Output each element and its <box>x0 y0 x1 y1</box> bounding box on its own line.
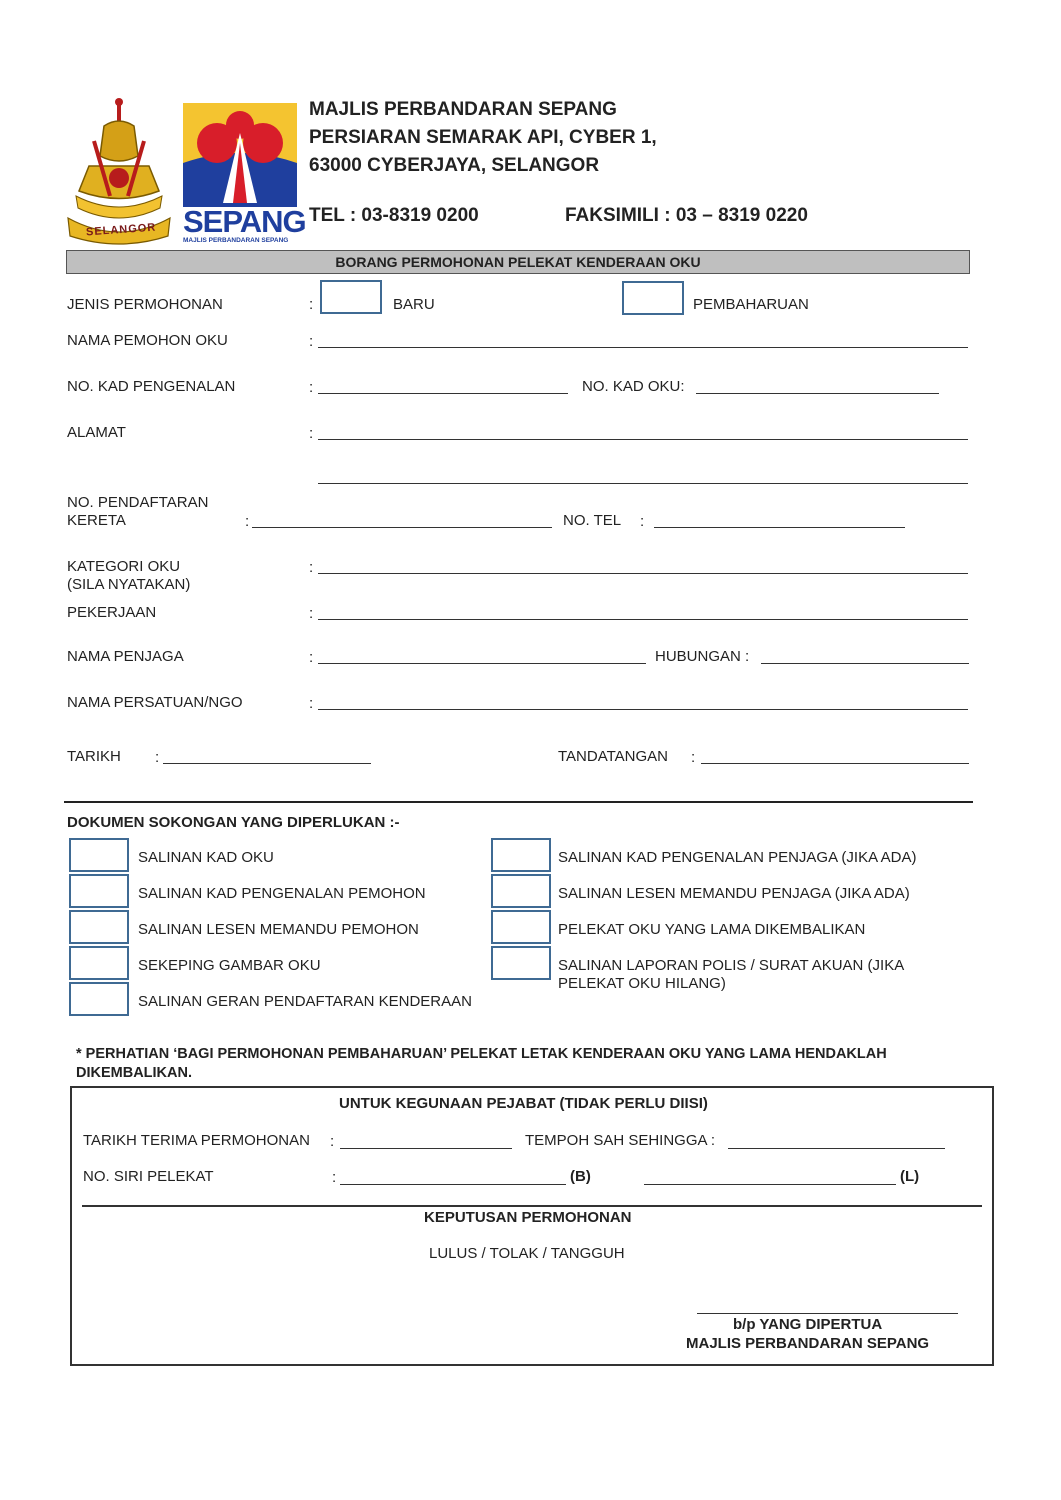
signature-line[interactable] <box>697 1313 958 1314</box>
colon: : <box>309 649 314 666</box>
alamat-label: ALAMAT <box>67 424 126 441</box>
org-name: MAJLIS PERBANDARAN SEPANG <box>309 99 617 120</box>
selangor-crest <box>64 96 174 248</box>
siri-pelekat-l-field[interactable] <box>644 1184 896 1185</box>
nama-penjaga-label: NAMA PENJAGA <box>67 648 184 665</box>
alamat-field-2[interactable] <box>318 483 968 484</box>
siri-pelekat-b-field[interactable] <box>340 1184 566 1185</box>
doc-checkbox-geran[interactable] <box>69 982 129 1016</box>
kad-oku-field[interactable] <box>696 393 939 394</box>
tandatangan-label: TANDATANGAN <box>558 748 669 765</box>
renewal-note-1: * PERHATIAN ‘BAGI PERMOHONAN PEMBAHARUAN’ PELEKAT LETAK KENDERAAN OKU YANG LAMA HENDAKLAH <box>76 1046 887 1062</box>
no-tel-label: NO. TEL <box>563 512 622 529</box>
tempoh-sah-label: TEMPOH SAH SEHINGGA : <box>525 1132 716 1149</box>
nama-persatuan-label: NAMA PERSATUAN/NGO <box>67 694 243 711</box>
form-title: BORANG PERMOHONAN PELEKAT KENDERAAN OKU <box>335 254 701 270</box>
kad-oku-label: NO. KAD OKU: <box>582 378 685 395</box>
doc-checkbox-kad-pengenalan-pemohon[interactable] <box>69 874 129 908</box>
hubungan-label: HUBUNGAN : <box>655 648 750 665</box>
keputusan-options[interactable]: LULUS / TOLAK / TANGGUH <box>429 1245 625 1262</box>
jenis-permohonan-label: JENIS PERMOHONAN <box>67 296 223 313</box>
colon: : <box>309 695 314 712</box>
doc-label-laporan-polis-2: PELEKAT OKU HILANG) <box>558 975 726 992</box>
no-tel-field[interactable] <box>654 527 905 528</box>
renewal-note-2: DIKEMBALIKAN. <box>76 1065 192 1081</box>
doc-checkbox-lesen-pemohon[interactable] <box>69 910 129 944</box>
sepang-logo-subtitle: MAJLIS PERBANDARAN SEPANG <box>183 237 289 244</box>
kad-pengenalan-label: NO. KAD PENGENALAN <box>67 378 236 395</box>
fax-number: FAKSIMILI : 03 – 8319 0220 <box>565 205 808 226</box>
tempoh-sah-field[interactable] <box>728 1148 945 1149</box>
pendaftaran-kereta-label-2: KERETA <box>67 512 126 529</box>
doc-checkbox-kad-penjaga[interactable] <box>491 838 551 872</box>
colon: : <box>640 513 645 530</box>
documents-heading: DOKUMEN SOKONGAN YANG DIPERLUKAN :- <box>67 814 400 831</box>
signature-title-1: b/p YANG DIPERTUA <box>733 1316 883 1333</box>
colon: : <box>245 513 250 530</box>
doc-label-kad-penjaga: SALINAN KAD PENGENALAN PENJAGA (JIKA ADA) <box>558 849 917 866</box>
colon: : <box>330 1133 335 1150</box>
doc-label-lesen-penjaga: SALINAN LESEN MEMANDU PENJAGA (JIKA ADA) <box>558 885 910 902</box>
nama-penjaga-field[interactable] <box>318 663 646 664</box>
pendaftaran-kereta-field[interactable] <box>252 527 552 528</box>
address-line-2: 63000 CYBERJAYA, SELANGOR <box>309 155 600 176</box>
colon: : <box>309 333 314 350</box>
doc-checkbox-pelekat-lama[interactable] <box>491 910 551 944</box>
pekerjaan-field[interactable] <box>318 619 968 620</box>
section-divider <box>64 801 973 803</box>
doc-checkbox-laporan-polis[interactable] <box>491 946 551 980</box>
keputusan-heading: KEPUTUSAN PERMOHONAN <box>424 1209 632 1226</box>
kad-pengenalan-field[interactable] <box>318 393 568 394</box>
baru-checkbox[interactable] <box>320 280 382 314</box>
kategori-oku-label-2: (SILA NYATAKAN) <box>67 576 191 593</box>
colon: : <box>155 749 160 766</box>
tarikh-terima-field[interactable] <box>340 1148 512 1149</box>
pekerjaan-label: PEKERJAAN <box>67 604 157 621</box>
colon: : <box>309 605 314 622</box>
crest-banner-text: SELANGOR <box>85 221 157 239</box>
doc-label-geran: SALINAN GERAN PENDAFTARAN KENDERAAN <box>138 993 472 1010</box>
office-use-title: UNTUK KEGUNAAN PEJABAT (TIDAK PERLU DIISI) <box>339 1095 708 1112</box>
tandatangan-field[interactable] <box>701 763 969 764</box>
nama-persatuan-field[interactable] <box>318 709 968 710</box>
colon: : <box>309 559 314 576</box>
doc-label-kad-oku: SALINAN KAD OKU <box>138 849 274 866</box>
alamat-field-1[interactable] <box>318 439 968 440</box>
doc-label-lesen-pemohon: SALINAN LESEN MEMANDU PEMOHON <box>138 921 419 938</box>
tarikh-field[interactable] <box>163 763 371 764</box>
doc-label-pelekat-lama: PELEKAT OKU YANG LAMA DIKEMBALIKAN <box>558 921 866 938</box>
signature-title-2: MAJLIS PERBANDARAN SEPANG <box>686 1335 930 1352</box>
siri-l-label: (L) <box>900 1168 920 1185</box>
kategori-oku-label-1: KATEGORI OKU <box>67 558 181 575</box>
baru-label: BARU <box>393 296 435 313</box>
nama-pemohon-field[interactable] <box>318 347 968 348</box>
tel-number: TEL : 03-8319 0200 <box>309 205 479 226</box>
pendaftaran-kereta-label-1: NO. PENDAFTARAN <box>67 494 209 511</box>
colon: : <box>691 749 696 766</box>
doc-checkbox-kad-oku[interactable] <box>69 838 129 872</box>
sepang-logo-word: SEPANG <box>183 204 306 239</box>
form-title-bar <box>66 250 970 274</box>
hubungan-field[interactable] <box>761 663 969 664</box>
pembaharuan-checkbox[interactable] <box>622 281 684 315</box>
doc-label-gambar-oku: SEKEPING GAMBAR OKU <box>138 957 321 974</box>
kategori-oku-field[interactable] <box>318 573 968 574</box>
doc-checkbox-gambar-oku[interactable] <box>69 946 129 980</box>
colon: : <box>309 425 314 442</box>
tarikh-terima-label: TARIKH TERIMA PERMOHONAN <box>83 1132 310 1149</box>
address-line-1: PERSIARAN SEMARAK API, CYBER 1, <box>309 127 657 148</box>
colon: : <box>309 379 314 396</box>
doc-checkbox-lesen-penjaga[interactable] <box>491 874 551 908</box>
pembaharuan-label: PEMBAHARUAN <box>693 296 809 313</box>
siri-b-label: (B) <box>570 1168 591 1185</box>
doc-label-kad-pengenalan-pemohon: SALINAN KAD PENGENALAN PEMOHON <box>138 885 426 902</box>
siri-pelekat-label: NO. SIRI PELEKAT <box>83 1168 214 1185</box>
tarikh-label: TARIKH <box>67 748 121 765</box>
mps-logo <box>183 103 306 244</box>
colon: : <box>332 1169 337 1186</box>
nama-pemohon-label: NAMA PEMOHON OKU <box>67 332 228 349</box>
office-divider <box>82 1205 982 1207</box>
doc-label-laporan-polis-1: SALINAN LAPORAN POLIS / SURAT AKUAN (JIKA <box>558 957 905 974</box>
colon: : <box>309 296 314 313</box>
